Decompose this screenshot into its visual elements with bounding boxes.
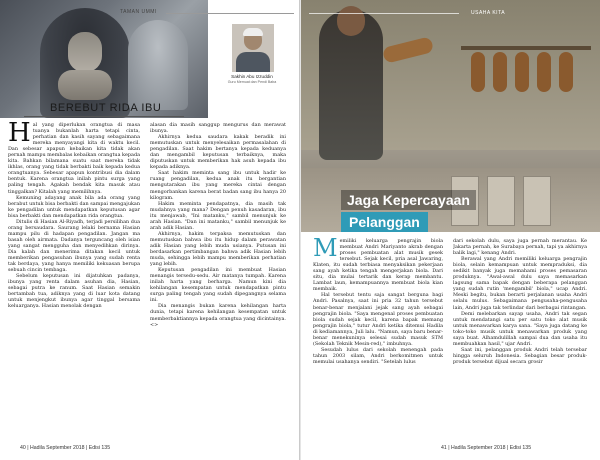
right-column-1	[313, 238, 443, 444]
paragraph: Kemuning adayang anak bila ada orang yang berabut untuk bisa berbakti dan sampai mengajukan ke pengadilan untuk mendapatkan keputusan agar bisa berbakti dan mendapatkan rida orangtua.	[8, 194, 140, 219]
paragraph: Hakim meminta pendapatnya, dia masih tak mudahnya yang mana? Dengan penuh kasadaran, ibu itu menjawab, "Ini matanku," sambil menunjuk ke arah Hasian. "Dan ini matanku," sambil menunjuk ke arah adik Hasian.	[150, 200, 286, 231]
paragraph: Berawal yang Andri memiliki keluarga pengrajin biola, selain kemampuan untuk mempraduksi, dia sedikit banyak juga memahami proses pemasaran produknya. "Awal-awal dulu saya memasarkan lagsung sama bapak dengan beberapa pelanggan yang sudah rutin 'mengambil' biola," ucap Andri. Meski begitu, bukan berarti perjalanan usaha Andri selalu mulus. Sebagaimana pengusaha-pengusaha lain, Andri juga tak terlindar dari berbagai rintangan.	[453, 256, 587, 311]
photo-face	[68, 32, 102, 72]
paragraph: alasan dia masih sanggup mengurus dan merawat ibunya.	[150, 122, 286, 135]
headline	[341, 190, 476, 232]
author-portrait	[232, 24, 274, 72]
page-footer: 40 | Hadila September 2018 | Edisi 135	[20, 445, 111, 451]
paragraph: Akhirnya, hakim terpaksa memutuskan dan memutuskan bahwa ibu itu hidup dalam perawatan adik Hasian yang lebih muda usianya. Putusan ini berdasarkan pertimbangan bahwa adik Hasian lebih muda, sehingga lebih mampu memberikan perhatian yang lebih.	[150, 230, 286, 268]
headline-line-1: Jaga Kepercayaan	[341, 190, 476, 210]
hanging-violin	[493, 52, 507, 92]
portrait-body	[236, 52, 270, 72]
paragraph: Akhirnya kedua saudara kakak beradik ini memutuskan untuk menyelesaikan permasalahan di pengadilan. Saat hakim bertanya kepada keduanya dan mengambil keputusan terbaiknya, maka diputuskan untuk memberikan hak asuh kepada ibu kepada adiknya.	[150, 134, 286, 171]
right-column-2	[453, 238, 587, 444]
article-title: BEREBUT RIDA IBU	[50, 102, 162, 114]
left-column-2	[150, 122, 286, 440]
paragraph: Memiliki keluarga pengrajin biola membuat Andri Mariyanto akrab dengan proses pembuatan alat musik gesek tersebut. Sejak kecil, pria asal Jawaring, Klaten, itu sudah terbiasa menyaksikan pekerjaan sang ayah ketika tengah mengerjakan biola. Dari situ, dia mulai tertarik dan kerap membantu. Lambat laun, kemampuannya membuat biola kian membaik.	[313, 238, 443, 293]
rubric-label: USAHA KITA	[471, 10, 506, 16]
paragraph: Hal yang diperlukan orangtua di masa tuanya bukanlah harta tetapi cinta, perhatian dan kasih sayang sebagaimana mereka menyayangi kita di waktu kecil. Dan sebesar apapun kebaikan kita tidak akan pernah mampu membalas kebaikan orangtua kepada kita. Bahkan bilamana suatu saat mereka tidak ikhlas, orang yang tidak berbakti baik kepada kedua orangtuanya. Sebesar apapun kontribusi dia dalam bentuk. Karena orangtua inilah pintu surga yang paling tengah. Agakah bendak kita masuk atau tinggalkan? Kitalah yang memilihnya.	[8, 122, 140, 195]
paragraph: Sesudah lulus dari sekolah menengah pada tahun 2003 silam, Andri berkomitmen untuk memulai usahanya sendiri. "Setelah lulus	[313, 346, 443, 365]
author-role: Guru Memuat dan Pendi Baba	[227, 80, 277, 84]
paragraph: dari sekolah dulu, saya juga pernah merantau. Ke Jakarta pernah, ke Surabaya pernah, tapi ya akhirnya balik lagi," kenang Andri.	[453, 238, 587, 257]
paragraph: Saat hakim meminta sang ibu untuk hadir ke ruang pengadilan, kedua anak itu bergantian mengutarakan ibu yang mereka cintai dengan mengorbankan karena berat badan sang ibu hanya 20 kilogram.	[150, 170, 286, 201]
title-rule	[24, 116, 184, 117]
rubric-label: TAMAN UMMI	[120, 9, 157, 15]
mother-child-photo	[0, 0, 208, 118]
photo-bin	[487, 176, 515, 226]
hanging-violin	[537, 52, 551, 92]
right-page	[301, 0, 600, 460]
photo-shelf	[461, 46, 591, 50]
rubric-rule	[309, 13, 459, 14]
headline-line-2: Pelanggan	[341, 212, 428, 232]
dropcap: H	[8, 122, 31, 148]
page-footer: 41 | Hadila September 2018 | Edisi 135	[441, 445, 532, 451]
photo-bin	[523, 176, 551, 226]
photo-person-head	[337, 6, 365, 36]
photo-child	[128, 20, 188, 110]
paragraph: Keputusan pengadilan ini membuat Hasian menangis tersedu-sedu. Air matanya tumpah. Karena inilah harta yang berharga. Namun kini dia kehilangan kesempatan untuk mendapatkan pintu surga paling tengah yang sudah dipegangnya selama ini.	[150, 267, 286, 304]
paragraph: Sebelum keputusan ini dijatuhkan padanya, ibunya yang renta dalam asuhan dia, Hasian, sebagai putra ke ranum. Saat Hasian semakin bertambah tua, adiknya yang di luar kota datang untuk menjengkut ibunya agar tinggal bersama keluarganya. Hasian menolak dengan	[8, 273, 140, 310]
hanging-violin	[471, 52, 485, 92]
paragraph: Dia menangis bukan karena kehilangan harta dunia, tetapi karena kehilangan kesempatan untuk memberbaktiannya kepada orangtua yang dicintainya. <>	[150, 303, 286, 328]
paragraph: Saat ini, pelanggan produk Andri telah tersebar hingga seluruh Indonesia. Sebagian besar produk-produk tersebut dijual secara grosir	[453, 346, 587, 365]
left-column-1	[8, 122, 140, 440]
paragraph: Demi melebarkan sayap usaha, Andri tak segan untuk mendatangi satu per satu toko alat musik untuk menawarkan karya sana. "Saya juga datang ke toko-toko musik untuk menawarkan produk yang saya buat. Alhamdulillah sampai dua dan usaha itu membuahkan hasil," ujar Andri.	[453, 310, 587, 347]
portrait-cap	[243, 28, 263, 36]
rubric-rule-right	[166, 13, 294, 14]
author-name: Sakhin Abu Izzuddin	[231, 74, 273, 79]
dropcap: M	[313, 238, 338, 262]
paragraph: Ditulis di Hasian Al-Riyadh, terjadi persilihan dua orang bersaudara. Saurang lelaki bernama Hasian mampu pilu di hadapan pengadilan. Jangan ma basah oleh airmata. Dadanya terguncang oleh isian yang sangat mengguha dan menyedihkan dirinya. Dia kalah dan menerima ditakan kecil untuk memberikan pengasuhan ibunya yang sudah renta tak berdaya, yang hanya memiliki kekuasan berupa sebuah cincin tembaga.	[8, 218, 140, 274]
photo-hands	[58, 70, 112, 100]
hanging-violin	[515, 52, 529, 92]
hanging-violin	[559, 52, 573, 92]
paragraph: Hal tersebut tentu saja sangat berguna bagi Andri. Pasalnya, saat ini pria 32 tahun tersebut benar-benar menjalani jejak sang ayah sebagai pengrajin biola. "Saya mengenal proses pembuatan biola sudah sejak kecil, karena bapak memang pengrajin biola," tutur Andri ketika ditemui Hadila di kediamannya, Juli lalu. "Namun, saya baru benar-benar menekuninya selesai sudah masuk STM (Sekolah Teknik Mesin-red)," imbuhnya.	[313, 292, 443, 347]
left-page	[0, 0, 299, 460]
